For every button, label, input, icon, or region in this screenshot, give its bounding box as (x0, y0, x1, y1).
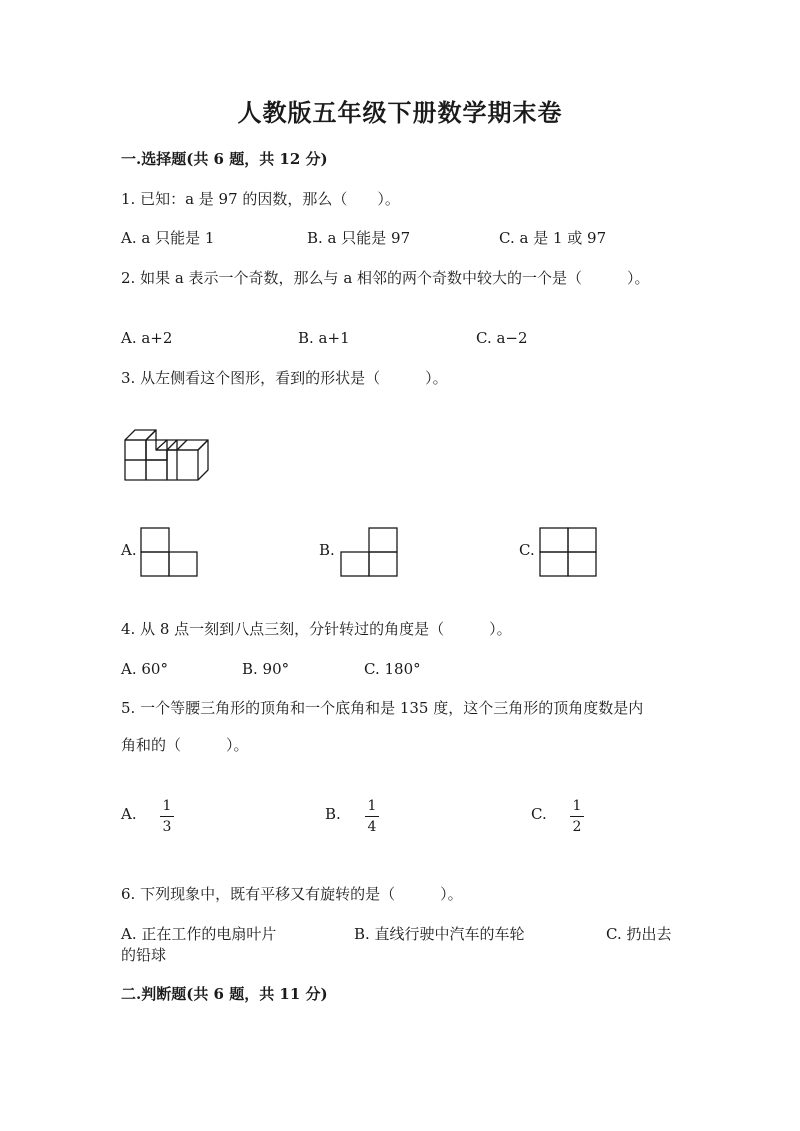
question-5-option-b: B. (325, 805, 341, 823)
question-3-stem: 3. 从左侧看这个图形，看到的形状是（ ）。 (121, 369, 448, 387)
fraction-bar (570, 816, 584, 817)
question-5-option-c: C. (531, 805, 547, 823)
section-heading-choice: 一.选择题(共 6 题，共 12 分) (121, 150, 328, 168)
question-1-option-b: B. a 只能是 97 (307, 229, 411, 247)
fraction-numerator: 1 (162, 798, 172, 814)
section-heading-judge: 二.判断题(共 6 题，共 11 分) (121, 985, 328, 1003)
question-1-option-c: C. a 是 1 或 97 (499, 229, 607, 247)
question-4-option-c: C. 180° (364, 660, 421, 678)
fraction-denominator: 4 (367, 819, 377, 835)
question-6-option-b: B. 直线行驶中汽车的车轮 (354, 925, 525, 943)
question-2-stem: 2. 如果 a 表示一个奇数，那么与 a 相邻的两个奇数中较大的一个是（ ）。 (121, 269, 650, 287)
question-3-option-a: A. (121, 541, 137, 559)
fraction-bar (160, 816, 174, 817)
question-1-stem: 1. 已知：a 是 97 的因数，那么（ ）。 (121, 190, 400, 208)
question-5-option-a: A. (121, 805, 137, 823)
question-1-option-a: A. a 只能是 1 (121, 229, 215, 247)
question-2-option-a: A. a+2 (121, 329, 173, 347)
fraction-one-half (567, 798, 587, 835)
question-6-option-c: C. 扔出去 (606, 925, 672, 943)
option-a-shape (140, 527, 200, 577)
question-6-option-a: A. 正在工作的电扇叶片 (121, 925, 277, 943)
question-3-option-c: C. (519, 541, 535, 559)
fraction-denominator: 3 (162, 819, 172, 835)
question-2-option-c: C. a−2 (476, 329, 528, 347)
cube-figure (118, 420, 218, 490)
question-5-stem-line-2: 角和的（ ）。 (121, 736, 249, 754)
question-4-option-a: A. 60° (121, 660, 168, 678)
question-2-option-b: B. a+1 (298, 329, 350, 347)
fraction-denominator: 2 (572, 819, 582, 835)
question-6-stem: 6. 下列现象中，既有平移又有旋转的是（ ）。 (121, 885, 463, 903)
question-3-option-b: B. (319, 541, 335, 559)
fraction-one-third (157, 798, 177, 835)
fraction-numerator: 1 (572, 798, 582, 814)
fraction-one-quarter (362, 798, 382, 835)
fraction-numerator: 1 (367, 798, 377, 814)
fraction-bar (365, 816, 379, 817)
page-title: 人教版五年级下册数学期末卷 (237, 98, 563, 127)
question-6-option-c-wrap: 的铅球 (121, 946, 167, 964)
question-4-option-b: B. 90° (242, 660, 290, 678)
option-b-shape (340, 527, 400, 577)
option-c-shape (539, 527, 599, 577)
question-4-stem: 4. 从 8 点一刻到八点三刻，分针转过的角度是（ ）。 (121, 620, 512, 638)
question-5-stem-line-1: 5. 一个等腰三角形的顶角和一个底角和是 135 度，这个三角形的顶角度数是内 (121, 699, 644, 717)
